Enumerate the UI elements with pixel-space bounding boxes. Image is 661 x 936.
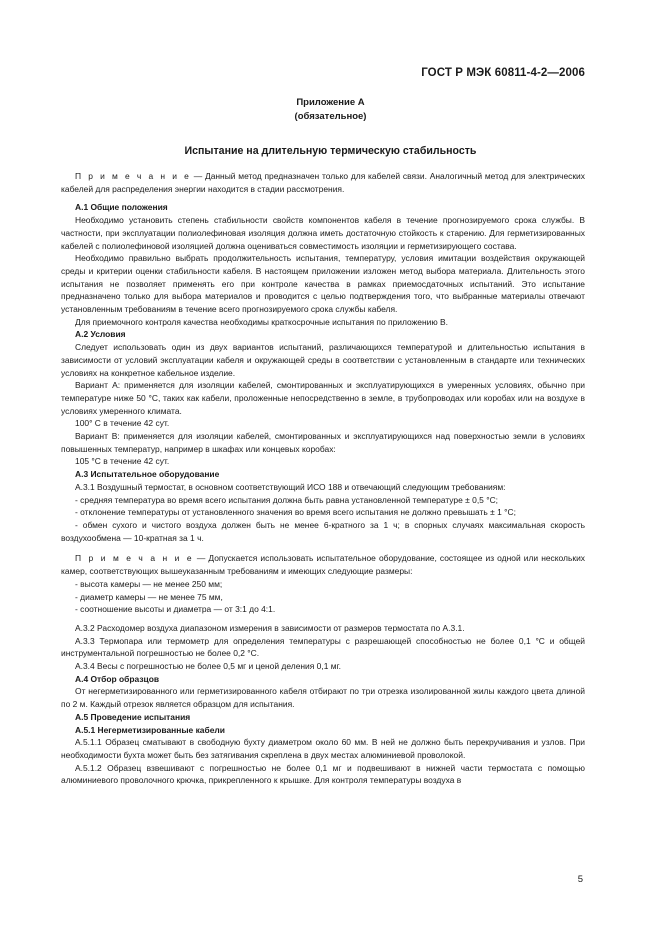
requirement-item: - средняя температура во время всего испытания должна быть равна установленной температуре ± 0,5 °С; xyxy=(75,494,499,505)
variant-a-value: 100° С в течение 42 сут. xyxy=(75,418,170,429)
body-text xyxy=(61,170,585,787)
clause-a33: А.3.3 Термопара или термометр для определения температуры с разрешающей способностью не более 0,1 °С и общей инструментальной погрешностью не более 0,2 °С. xyxy=(61,635,585,659)
paragraph: Следует использовать один из двух вариантов испытаний, различающихся температурой и длительностью испытания в зависимости от условий эксплуатации кабеля и окружающей среды в соответствии с установленным в стандарте или технических условиях на конкретное кабельное изделие. xyxy=(61,342,585,378)
section-heading-a5: А.5 Проведение испытания xyxy=(75,711,191,722)
annex-title: Приложение А xyxy=(296,97,365,108)
requirement-item: - обмен сухого и чистого воздуха должен быть не менее 6-кратного за 1 ч; в спорных случаях максимальная скорость воздухообмена — 10-кратная за 1 ч. xyxy=(61,519,585,543)
note-text: — Допускается использовать испытательное оборудование, состоящее из одной или нескольких камер, соответствующих вышеуказанным требованиям и имеющих следующие размеры: xyxy=(61,553,586,577)
size-item: - высота камеры — не менее 250 мм; xyxy=(75,578,223,589)
subsection-heading-a51: А.5.1 Негерметизированные кабели xyxy=(75,724,225,735)
paragraph: Необходимо установить степень стабильности свойств компонентов кабеля в течение прогнозируемого срока службы. В частности, при эксплуатации полиолефиновая изоляция должна иметь достаточную стойкость к старению. Для герметизированных кабелей с полиолефиновой изоляцией должна оцениваться совместимость изоляции и герметизирующего состава. xyxy=(61,215,585,251)
size-item: - диаметр камеры — не менее 75 мм, xyxy=(75,591,223,602)
section-heading-a3: А.3 Испытательное оборудование xyxy=(75,469,220,480)
clause-a512: А.5.1.2 Образец взвешивают с погрешностью не более 0,1 мг и подвешивают в нижней части термостата с помощью алюминиевого проволочного крючка, прикрепленного к крышке. Для контроля температуры воздуха в xyxy=(61,762,585,786)
variant-a: Вариант А: применяется для изоляции кабелей, смонтированных и эксплуатирующихся в умеренных условиях, обычно при температуре ниже 50 °С, таких как кабели, проложенные непосредственно в земле, в трубопроводах или коробах или на воздухе в условиях умеренного климата. xyxy=(61,380,585,416)
page-number: 5 xyxy=(577,874,583,885)
note-label: П р и м е ч а н и е xyxy=(75,553,194,564)
variant-b-value: 105 °С в течение 42 сут. xyxy=(75,456,170,467)
requirement-item: - отклонение температуры от установленного значения во время всего испытания не должно превышать ± 1 °С; xyxy=(75,507,516,518)
standard-designation: ГОСТ Р МЭК 60811-4-2—2006 xyxy=(421,67,585,79)
document-title: Испытание на длительную термическую стабильность xyxy=(184,145,477,157)
section-heading-a2: А.2 Условия xyxy=(75,329,126,340)
clause-a511: А.5.1.1 Образец сматывают в свободную бухту диаметром около 60 мм. В ней не должно быть перекручивания и узлов. При необходимости бухта может быть без затягивания скреплена в двух местах алюминиевой проволокой. xyxy=(61,737,585,760)
section-heading-a1: А.1 Общие положения xyxy=(75,202,168,213)
note-paragraph xyxy=(61,170,585,195)
note-text: — Данный метод предназначен только для кабелей связи. Аналогичный метод для электрических кабелей для распределения энергии находится в стадии рассмотрения. xyxy=(61,171,585,194)
paragraph: От негерметизированного или герметизированного кабеля отбирают по три отрезка изолированной жилы каждого цвета длиной по 2 м. Каждый отрезок является образцом для испытания. xyxy=(61,686,585,710)
size-item: - соотношение высоты и диаметра — от 3:1 до 4:1. xyxy=(75,604,276,615)
clause-a34: А.3.4 Весы с погрешностью не более 0,5 мг и ценой деления 0,1 мг. xyxy=(75,661,341,672)
clause-a32: А.3.2 Расходомер воздуха диапазоном измерения в зависимости от размеров термостата по А.3.1. xyxy=(75,622,465,633)
note-label: П р и м е ч а н и е xyxy=(75,171,191,181)
paragraph: Для приемочного контроля качества необходимы краткосрочные испытания по приложению В. xyxy=(75,316,448,327)
paragraph: Необходимо правильно выбрать продолжительность испытания, температуру, условия имитации воздействия окружающей среды и критерии оценки стабильности кабеля. В настоящем приложении изложен метод выбора материала. Длительность этого испытания не позволяет применять его при контроле качества в рамках приемосдаточных испытаний. Это испытание предназначено только для выбора материалов и проводится с целью подтверждения того, что выбранные материалы отвечают установленным требованиям в течение всего прогнозируемого срока службы кабеля. xyxy=(61,253,585,315)
section-heading-a4: А.4 Отбор образцов xyxy=(75,673,160,684)
clause-a31: А.3.1 Воздушный термостат, в основном соответствующий ИСО 188 и отвечающий следующим требованиям: xyxy=(75,481,506,492)
variant-b: Вариант В: применяется для изоляции кабелей, смонтированных и эксплуатирующихся над поверхностью земли в условиях повышенных температур, например в шкафах или концевых коробах: xyxy=(61,431,585,454)
annex-type: (обязательное) xyxy=(294,111,367,122)
note-paragraph xyxy=(61,552,585,577)
